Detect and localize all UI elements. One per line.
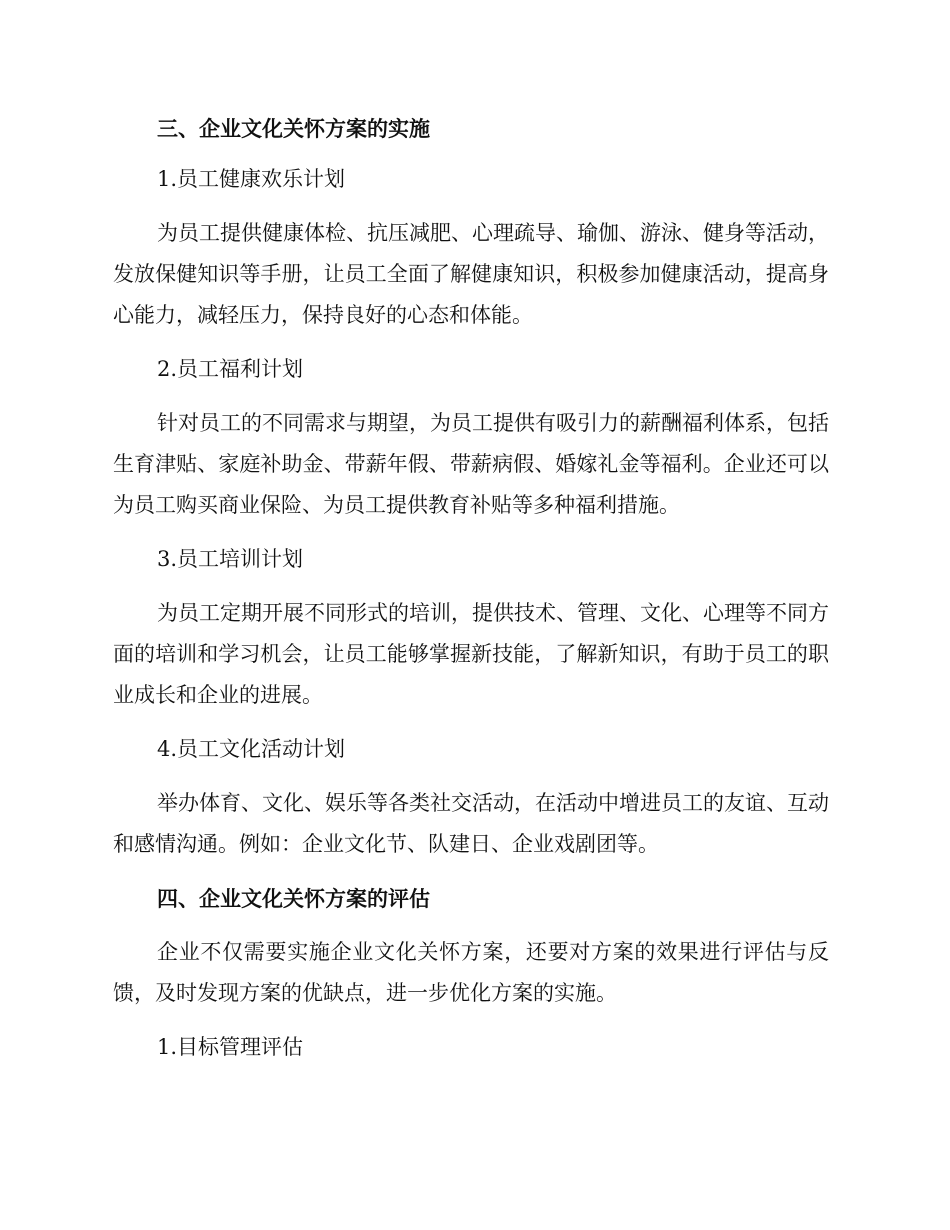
document-page <box>113 107 829 1069</box>
section-heading-implementation: 三、企业文化关怀方案的实施 <box>157 116 430 141</box>
item-body-culture-activity-plan: 举办体育、文化、娱乐等各类社交活动，在活动中增进员工的友谊、互动和感情沟通。例如：企业文化节、队建日、企业戏剧团等。 <box>113 791 829 856</box>
item-body-welfare-plan: 针对员工的不同需求与期望，为员工提供有吸引力的薪酬福利体系，包括生育津贴、家庭补助金、带薪年假、带薪病假、婚嫁礼金等福利。企业还可以为员工购买商业保险、为员工提供教育补贴等多种福利措施。 <box>113 411 829 517</box>
item-title-target-management-evaluation: 1.目标管理评估 <box>157 1035 304 1059</box>
item-title-welfare-plan: 2.员工福利计划 <box>157 357 304 381</box>
item-body-health-plan: 为员工提供健康体检、抗压减肥、心理疏导、瑜伽、游泳、健身等活动，发放保健知识等手册，让员工全面了解健康知识，积极参加健康活动，提高身心能力，减轻压力，保持良好的心态和体能。 <box>113 221 829 327</box>
item-title-culture-activity-plan: 4.员工文化活动计划 <box>157 737 346 761</box>
item-title-health-plan: 1.员工健康欢乐计划 <box>157 167 346 191</box>
item-title-training-plan: 3.员工培训计划 <box>157 547 304 571</box>
item-body-training-plan: 为员工定期开展不同形式的培训，提供技术、管理、文化、心理等不同方面的培训和学习机会，让员工能够掌握新技能，了解新知识，有助于员工的职业成长和企业的进展。 <box>113 601 829 707</box>
section-intro-evaluation: 企业不仅需要实施企业文化关怀方案，还要对方案的效果进行评估与反馈，及时发现方案的优缺点，进一步优化方案的实施。 <box>113 940 829 1005</box>
section-heading-evaluation: 四、企业文化关怀方案的评估 <box>157 886 430 911</box>
